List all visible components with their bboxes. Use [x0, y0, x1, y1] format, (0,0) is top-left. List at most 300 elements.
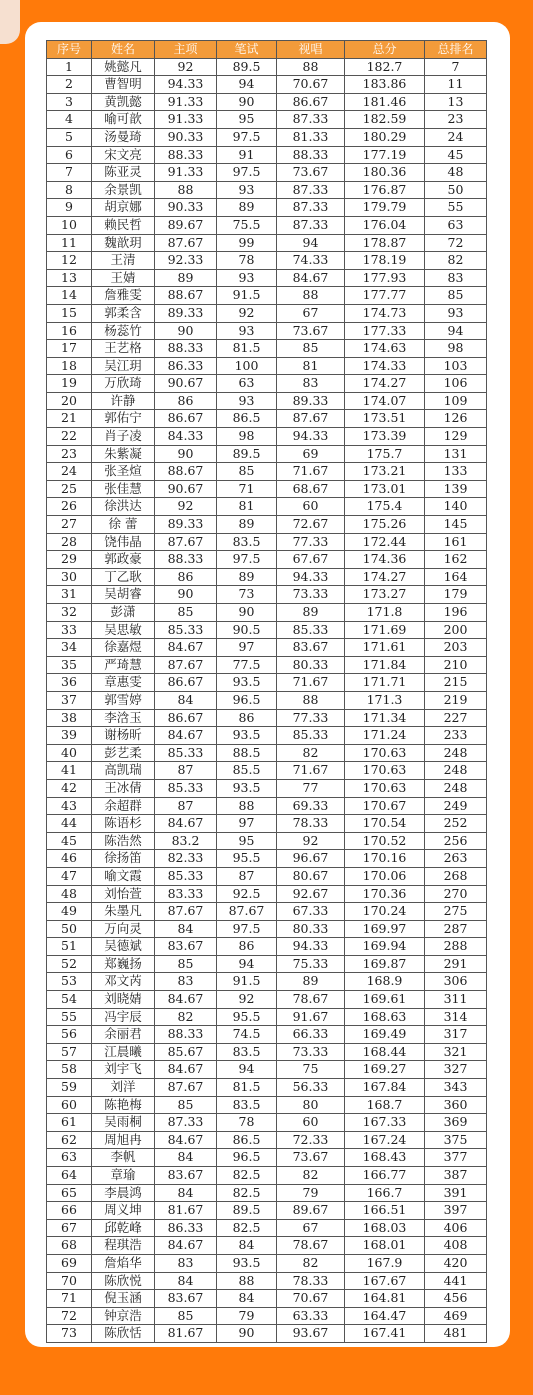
table-row	[47, 533, 487, 551]
cell-major: 84.67	[155, 815, 217, 833]
cell-written: 93.5	[217, 779, 277, 797]
cell-name: 刘怡萱	[92, 885, 155, 903]
cell-name: 郭政豪	[92, 551, 155, 569]
cell-sight-singing: 72.67	[277, 516, 345, 534]
cell-sight-singing: 74.33	[277, 252, 345, 270]
cell-major: 84.67	[155, 1237, 217, 1255]
cell-written: 89	[217, 568, 277, 586]
cell-rank: 94	[425, 322, 487, 340]
cell-major: 85.33	[155, 779, 217, 797]
table-row	[47, 428, 487, 446]
header-major: 主项	[155, 41, 217, 59]
cell-rank: 50	[425, 181, 487, 199]
cell-name: 王婧	[92, 269, 155, 287]
cell-index: 10	[47, 216, 92, 234]
cell-major: 92	[155, 498, 217, 516]
cell-name: 高凯瑞	[92, 762, 155, 780]
cell-rank: 249	[425, 797, 487, 815]
table-row	[47, 639, 487, 657]
cell-written: 91	[217, 146, 277, 164]
cell-name: 陈语杉	[92, 815, 155, 833]
cell-name: 王冰倩	[92, 779, 155, 797]
cell-sight-singing: 70.67	[277, 1290, 345, 1308]
cell-written: 93	[217, 181, 277, 199]
cell-index: 38	[47, 709, 92, 727]
cell-major: 83	[155, 1254, 217, 1272]
cell-major: 87.67	[155, 1079, 217, 1097]
cell-sight-singing: 69	[277, 445, 345, 463]
table-row	[47, 287, 487, 305]
cell-written: 77.5	[217, 656, 277, 674]
cell-index: 56	[47, 1026, 92, 1044]
cell-major: 85	[155, 604, 217, 622]
cell-written: 92.5	[217, 885, 277, 903]
table-row	[47, 1272, 487, 1290]
cell-written: 97.5	[217, 128, 277, 146]
cell-major: 91.33	[155, 111, 217, 129]
cell-sight-singing: 88	[277, 58, 345, 76]
table-row	[47, 779, 487, 797]
cell-written: 96.5	[217, 1149, 277, 1167]
cell-rank: 306	[425, 973, 487, 991]
cell-name: 余超群	[92, 797, 155, 815]
cell-index: 14	[47, 287, 92, 305]
cell-total: 164.81	[345, 1290, 425, 1308]
cell-total: 164.47	[345, 1307, 425, 1325]
cell-rank: 45	[425, 146, 487, 164]
cell-rank: 145	[425, 516, 487, 534]
cell-name: 李浛玉	[92, 709, 155, 727]
cell-index: 63	[47, 1149, 92, 1167]
cell-total: 171.71	[345, 674, 425, 692]
cell-major: 88.33	[155, 340, 217, 358]
cell-major: 82	[155, 1008, 217, 1026]
cell-total: 173.51	[345, 410, 425, 428]
cell-rank: 131	[425, 445, 487, 463]
cell-rank: 162	[425, 551, 487, 569]
cell-index: 8	[47, 181, 92, 199]
cell-name: 吴雨桐	[92, 1114, 155, 1132]
table-row	[47, 955, 487, 973]
cell-rank: 317	[425, 1026, 487, 1044]
cell-name: 徐扬笛	[92, 850, 155, 868]
cell-total: 173.27	[345, 586, 425, 604]
cell-total: 168.7	[345, 1096, 425, 1114]
cell-total: 174.33	[345, 357, 425, 375]
table-row	[47, 269, 487, 287]
score-card	[25, 22, 510, 1347]
table-row	[47, 1290, 487, 1308]
table-row	[47, 727, 487, 745]
cell-total: 171.69	[345, 621, 425, 639]
cell-rank: 248	[425, 762, 487, 780]
cell-rank: 126	[425, 410, 487, 428]
cell-index: 25	[47, 480, 92, 498]
cell-sight-singing: 71.67	[277, 674, 345, 692]
cell-index: 15	[47, 304, 92, 322]
table-row	[47, 392, 487, 410]
cell-rank: 133	[425, 463, 487, 481]
table-row	[47, 973, 487, 991]
cell-rank: 140	[425, 498, 487, 516]
cell-rank: 369	[425, 1114, 487, 1132]
cell-total: 170.54	[345, 815, 425, 833]
cell-sight-singing: 89.67	[277, 1202, 345, 1220]
cell-index: 70	[47, 1272, 92, 1290]
cell-name: 宋文亮	[92, 146, 155, 164]
cell-index: 5	[47, 128, 92, 146]
cell-sight-singing: 88	[277, 691, 345, 709]
cell-written: 94	[217, 955, 277, 973]
table-row	[47, 322, 487, 340]
cell-written: 84	[217, 1237, 277, 1255]
cell-major: 86	[155, 568, 217, 586]
cell-index: 54	[47, 991, 92, 1009]
table-row	[47, 674, 487, 692]
cell-sight-singing: 67	[277, 304, 345, 322]
cell-total: 175.7	[345, 445, 425, 463]
header-sight-singing: 视唱	[277, 41, 345, 59]
cell-rank: 288	[425, 938, 487, 956]
cell-name: 曹智明	[92, 76, 155, 94]
table-row	[47, 445, 487, 463]
cell-written: 85.5	[217, 762, 277, 780]
cell-sight-singing: 71.67	[277, 463, 345, 481]
cell-major: 90	[155, 445, 217, 463]
cell-sight-singing: 87.33	[277, 199, 345, 217]
cell-sight-singing: 82	[277, 1254, 345, 1272]
cell-total: 168.9	[345, 973, 425, 991]
cell-written: 99	[217, 234, 277, 252]
cell-written: 78	[217, 1114, 277, 1132]
cell-major: 86	[155, 392, 217, 410]
table-row	[47, 463, 487, 481]
cell-sight-singing: 83	[277, 375, 345, 393]
cell-name: 彭艺柔	[92, 744, 155, 762]
cell-rank: 311	[425, 991, 487, 1009]
cell-total: 174.07	[345, 392, 425, 410]
cell-name: 严琦慧	[92, 656, 155, 674]
cell-name: 冯宇辰	[92, 1008, 155, 1026]
cell-name: 章瑜	[92, 1167, 155, 1185]
cell-total: 167.9	[345, 1254, 425, 1272]
cell-index: 65	[47, 1184, 92, 1202]
cell-rank: 83	[425, 269, 487, 287]
cell-name: 詹雅雯	[92, 287, 155, 305]
cell-rank: 210	[425, 656, 487, 674]
cell-name: 倪玉涵	[92, 1290, 155, 1308]
cell-rank: 179	[425, 586, 487, 604]
table-row	[47, 128, 487, 146]
cell-sight-singing: 72.33	[277, 1131, 345, 1149]
cell-rank: 63	[425, 216, 487, 234]
cell-index: 20	[47, 392, 92, 410]
cell-written: 81	[217, 498, 277, 516]
cell-total: 167.41	[345, 1325, 425, 1343]
cell-index: 37	[47, 691, 92, 709]
cell-name: 周义坤	[92, 1202, 155, 1220]
cell-index: 39	[47, 727, 92, 745]
table-row	[47, 357, 487, 375]
cell-sight-singing: 73.33	[277, 586, 345, 604]
cell-major: 83	[155, 973, 217, 991]
cell-major: 84.67	[155, 639, 217, 657]
cell-name: 赖民哲	[92, 216, 155, 234]
cell-name: 吴德斌	[92, 938, 155, 956]
table-row	[47, 938, 487, 956]
cell-total: 171.84	[345, 656, 425, 674]
cell-major: 86.67	[155, 410, 217, 428]
cell-major: 84	[155, 1149, 217, 1167]
cell-name: 汤曼琦	[92, 128, 155, 146]
table-row	[47, 304, 487, 322]
cell-name: 丁乙耿	[92, 568, 155, 586]
cell-index: 27	[47, 516, 92, 534]
cell-major: 86.33	[155, 1219, 217, 1237]
table-row	[47, 1202, 487, 1220]
cell-written: 93	[217, 269, 277, 287]
header-written: 笔试	[217, 41, 277, 59]
cell-major: 81.67	[155, 1202, 217, 1220]
table-row	[47, 1079, 487, 1097]
cell-index: 3	[47, 93, 92, 111]
cell-rank: 139	[425, 480, 487, 498]
cell-index: 64	[47, 1167, 92, 1185]
cell-rank: 268	[425, 867, 487, 885]
table-row	[47, 903, 487, 921]
cell-name: 徐 蕾	[92, 516, 155, 534]
cell-index: 16	[47, 322, 92, 340]
cell-total: 174.73	[345, 304, 425, 322]
cell-index: 24	[47, 463, 92, 481]
cell-rank: 456	[425, 1290, 487, 1308]
cell-written: 83.5	[217, 1043, 277, 1061]
cell-index: 67	[47, 1219, 92, 1237]
cell-rank: 375	[425, 1131, 487, 1149]
cell-sight-singing: 92.67	[277, 885, 345, 903]
cell-major: 89.33	[155, 304, 217, 322]
table-row	[47, 1307, 487, 1325]
cell-total: 168.44	[345, 1043, 425, 1061]
cell-sight-singing: 73.33	[277, 1043, 345, 1061]
cell-written: 82.5	[217, 1167, 277, 1185]
cell-sight-singing: 82	[277, 744, 345, 762]
table-row	[47, 58, 487, 76]
cell-major: 84	[155, 1184, 217, 1202]
cell-major: 87.67	[155, 533, 217, 551]
cell-written: 90	[217, 604, 277, 622]
cell-major: 90	[155, 586, 217, 604]
cell-name: 许静	[92, 392, 155, 410]
cell-major: 85	[155, 955, 217, 973]
cell-written: 82.5	[217, 1184, 277, 1202]
cell-total: 168.01	[345, 1237, 425, 1255]
cell-written: 86	[217, 938, 277, 956]
cell-written: 86.5	[217, 1131, 277, 1149]
cell-name: 喻文霞	[92, 867, 155, 885]
cell-total: 171.24	[345, 727, 425, 745]
cell-name: 杨蕊竹	[92, 322, 155, 340]
cell-rank: 13	[425, 93, 487, 111]
cell-total: 170.63	[345, 744, 425, 762]
cell-total: 173.01	[345, 480, 425, 498]
cell-index: 19	[47, 375, 92, 393]
cell-major: 89.33	[155, 516, 217, 534]
cell-rank: 203	[425, 639, 487, 657]
cell-sight-singing: 88	[277, 287, 345, 305]
header-index: 序号	[47, 41, 92, 59]
table-row	[47, 762, 487, 780]
cell-total: 169.94	[345, 938, 425, 956]
table-row	[47, 234, 487, 252]
cell-rank: 387	[425, 1167, 487, 1185]
cell-name: 万向灵	[92, 920, 155, 938]
cell-rank: 441	[425, 1272, 487, 1290]
cell-rank: 48	[425, 164, 487, 182]
cell-index: 28	[47, 533, 92, 551]
cell-sight-singing: 89.33	[277, 392, 345, 410]
cell-sight-singing: 83.67	[277, 639, 345, 657]
cell-name: 江晨曦	[92, 1043, 155, 1061]
cell-index: 50	[47, 920, 92, 938]
cell-total: 168.03	[345, 1219, 425, 1237]
table-row	[47, 146, 487, 164]
cell-major: 87.33	[155, 1114, 217, 1132]
cell-major: 87.67	[155, 903, 217, 921]
cell-index: 34	[47, 639, 92, 657]
cell-name: 徐嘉煜	[92, 639, 155, 657]
cell-sight-singing: 88.33	[277, 146, 345, 164]
cell-sight-singing: 89	[277, 604, 345, 622]
cell-total: 170.16	[345, 850, 425, 868]
cell-rank: 408	[425, 1237, 487, 1255]
cell-sight-singing: 73.67	[277, 164, 345, 182]
cell-written: 93	[217, 322, 277, 340]
cell-index: 41	[47, 762, 92, 780]
cell-total: 171.61	[345, 639, 425, 657]
cell-written: 97	[217, 815, 277, 833]
cell-total: 166.7	[345, 1184, 425, 1202]
cell-total: 178.19	[345, 252, 425, 270]
cell-index: 66	[47, 1202, 92, 1220]
cell-written: 78	[217, 252, 277, 270]
cell-sight-singing: 69.33	[277, 797, 345, 815]
cell-name: 饶伟晶	[92, 533, 155, 551]
cell-written: 88	[217, 797, 277, 815]
cell-rank: 248	[425, 744, 487, 762]
cell-major: 83.2	[155, 832, 217, 850]
cell-total: 179.79	[345, 199, 425, 217]
cell-index: 55	[47, 1008, 92, 1026]
cell-major: 87.67	[155, 234, 217, 252]
cell-rank: 321	[425, 1043, 487, 1061]
cell-written: 91.5	[217, 973, 277, 991]
cell-major: 83.67	[155, 1290, 217, 1308]
cell-name: 万欣琦	[92, 375, 155, 393]
cell-rank: 406	[425, 1219, 487, 1237]
cell-index: 43	[47, 797, 92, 815]
cell-index: 22	[47, 428, 92, 446]
cell-name: 程琪浩	[92, 1237, 155, 1255]
cell-major: 94.33	[155, 76, 217, 94]
cell-written: 63	[217, 375, 277, 393]
cell-sight-singing: 85	[277, 340, 345, 358]
cell-total: 177.33	[345, 322, 425, 340]
table-row	[47, 797, 487, 815]
cell-index: 45	[47, 832, 92, 850]
cell-index: 21	[47, 410, 92, 428]
cell-major: 88.67	[155, 287, 217, 305]
cell-major: 90.67	[155, 375, 217, 393]
cell-rank: 109	[425, 392, 487, 410]
cell-rank: 252	[425, 815, 487, 833]
cell-index: 51	[47, 938, 92, 956]
cell-index: 57	[47, 1043, 92, 1061]
cell-index: 36	[47, 674, 92, 692]
cell-index: 7	[47, 164, 92, 182]
cell-written: 89.5	[217, 58, 277, 76]
cell-major: 91.33	[155, 164, 217, 182]
cell-rank: 263	[425, 850, 487, 868]
cell-written: 89.5	[217, 445, 277, 463]
cell-total: 174.27	[345, 375, 425, 393]
cell-written: 73	[217, 586, 277, 604]
cell-total: 169.97	[345, 920, 425, 938]
header-rank: 总排名	[425, 41, 487, 59]
cell-sight-singing: 85.33	[277, 621, 345, 639]
cell-name: 刘洋	[92, 1079, 155, 1097]
cell-total: 174.27	[345, 568, 425, 586]
cell-sight-singing: 75	[277, 1061, 345, 1079]
cell-major: 90.33	[155, 199, 217, 217]
cell-rank: 469	[425, 1307, 487, 1325]
cell-rank: 481	[425, 1325, 487, 1343]
score-table	[46, 40, 487, 1343]
cell-written: 90	[217, 93, 277, 111]
cell-sight-singing: 60	[277, 498, 345, 516]
cell-sight-singing: 94	[277, 234, 345, 252]
cell-rank: 164	[425, 568, 487, 586]
cell-name: 姚懿凡	[92, 58, 155, 76]
table-row	[47, 1325, 487, 1343]
cell-sight-singing: 94.33	[277, 938, 345, 956]
cell-sight-singing: 73.67	[277, 322, 345, 340]
cell-written: 95.5	[217, 850, 277, 868]
cell-name: 章惠雯	[92, 674, 155, 692]
cell-sight-singing: 79	[277, 1184, 345, 1202]
cell-written: 92	[217, 304, 277, 322]
cell-major: 84	[155, 920, 217, 938]
cell-total: 181.46	[345, 93, 425, 111]
cell-name: 陈浩然	[92, 832, 155, 850]
cell-sight-singing: 94.33	[277, 568, 345, 586]
table-row	[47, 1043, 487, 1061]
cell-total: 167.67	[345, 1272, 425, 1290]
cell-name: 朱墨凡	[92, 903, 155, 921]
table-row	[47, 621, 487, 639]
cell-index: 4	[47, 111, 92, 129]
cell-sight-singing: 78.33	[277, 815, 345, 833]
cell-rank: 360	[425, 1096, 487, 1114]
table-row	[47, 1149, 487, 1167]
cell-major: 84.67	[155, 991, 217, 1009]
cell-sight-singing: 73.67	[277, 1149, 345, 1167]
cell-index: 29	[47, 551, 92, 569]
cell-index: 61	[47, 1114, 92, 1132]
cell-major: 84.67	[155, 1131, 217, 1149]
cell-rank: 275	[425, 903, 487, 921]
cell-total: 174.36	[345, 551, 425, 569]
